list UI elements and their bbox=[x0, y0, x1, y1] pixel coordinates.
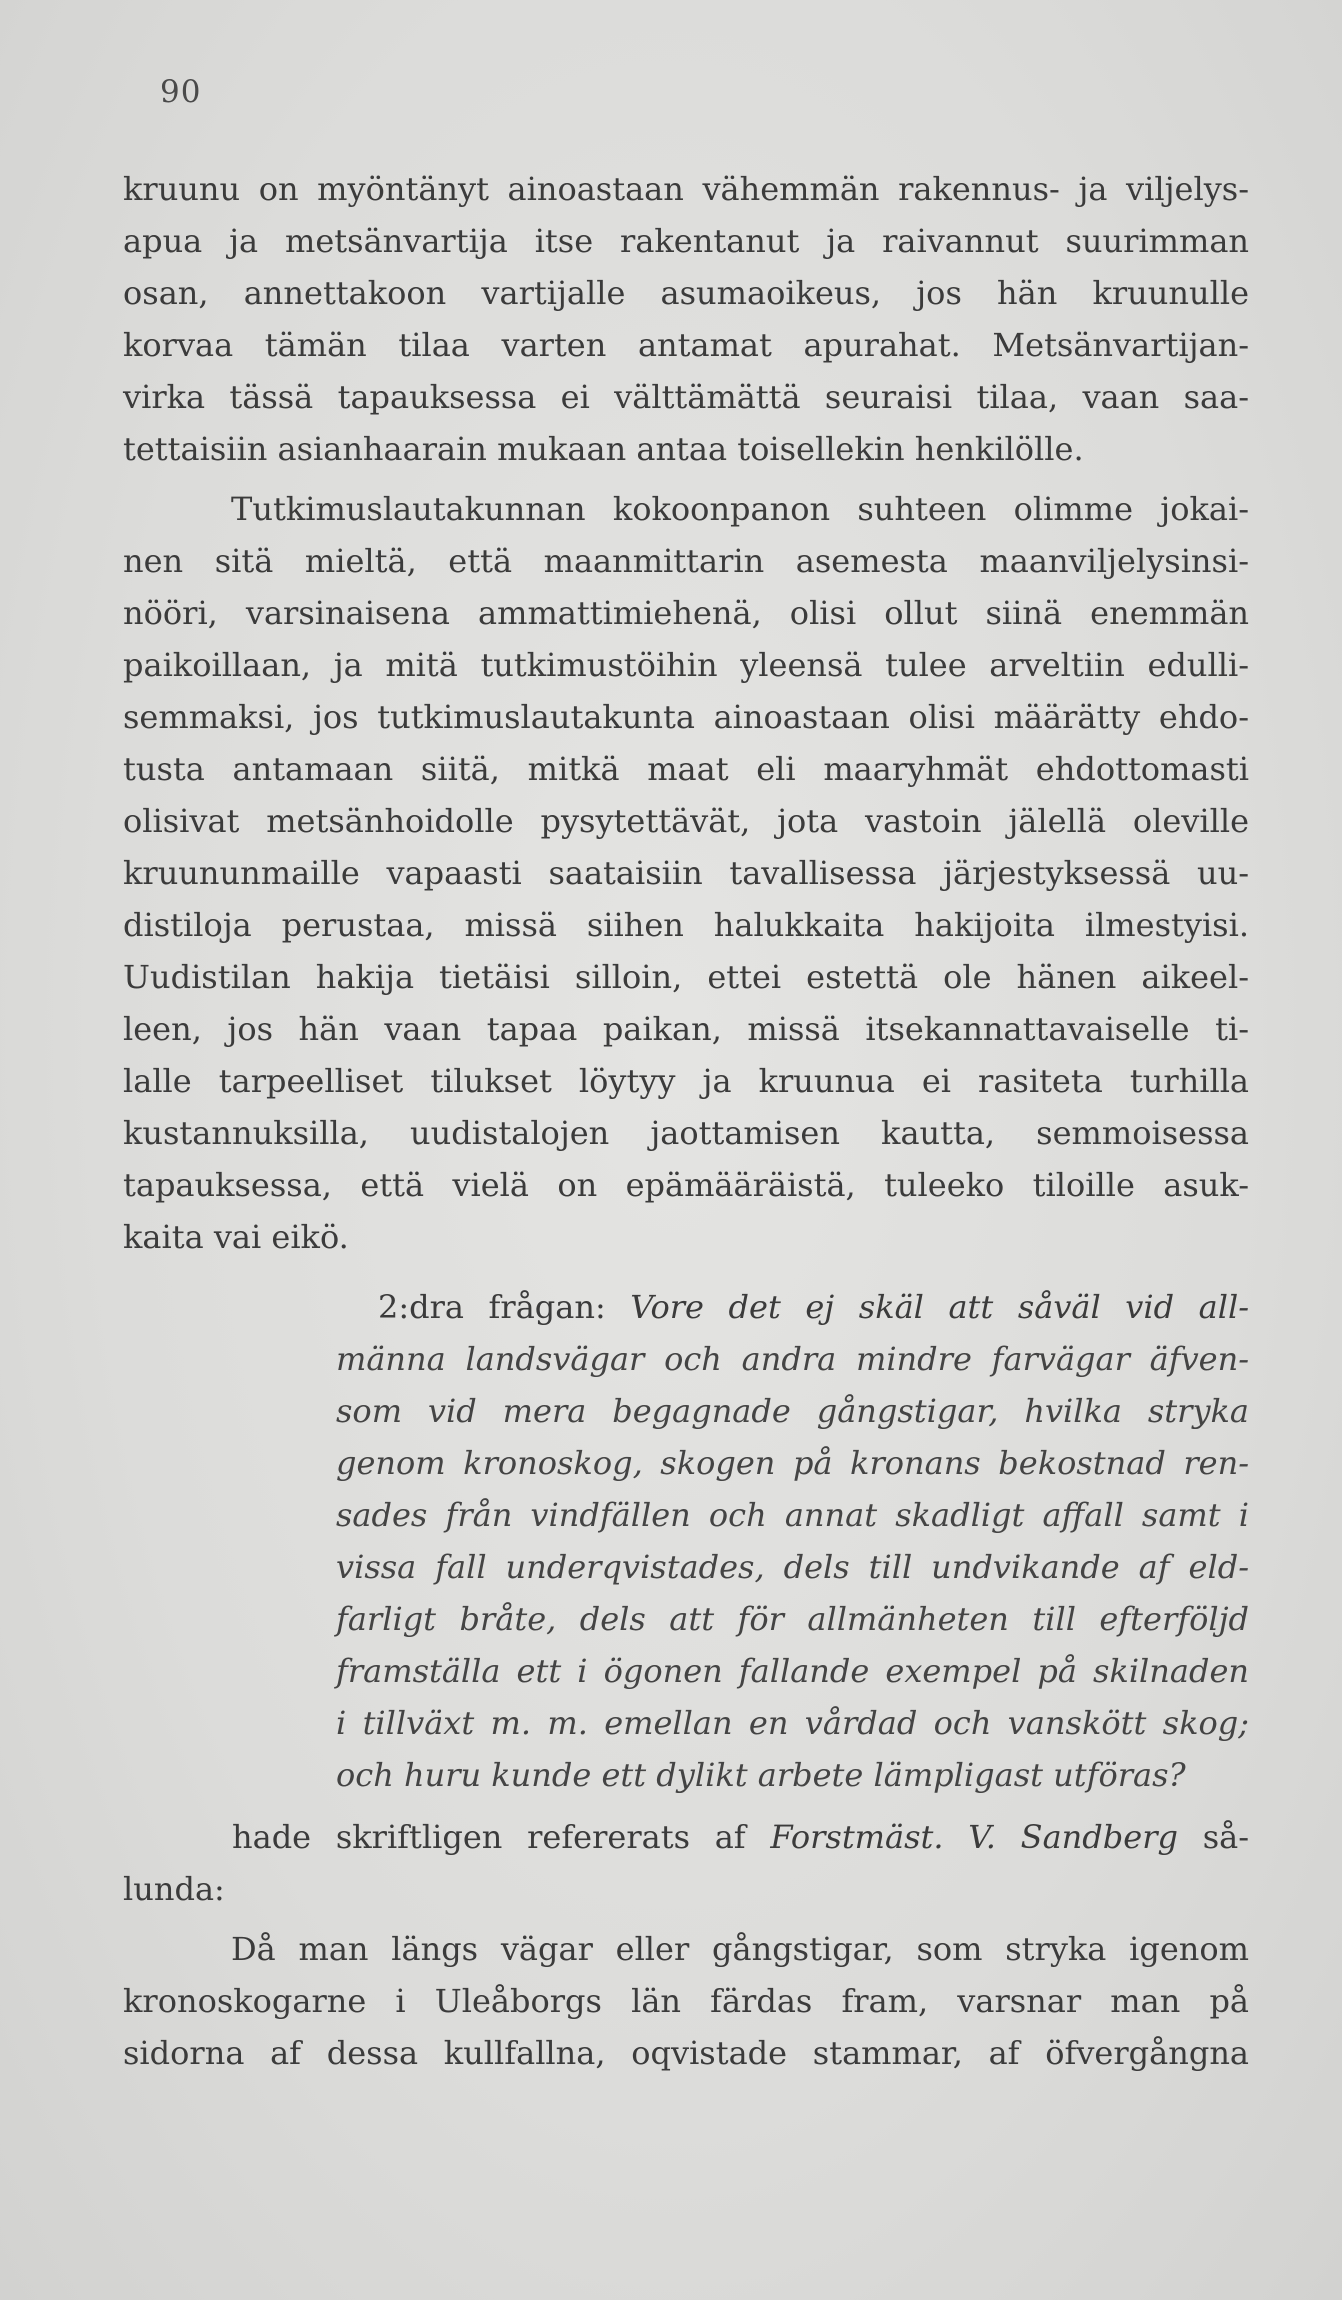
quote-line: männa landsvägar och andra mindre farvägar äfven- bbox=[336, 1340, 1249, 1378]
quote-line: genom kronoskog, skogen på kronans bekostnad ren- bbox=[336, 1444, 1249, 1482]
quote-line: som vid mera begagnade gångstigar, hvilka stryka bbox=[336, 1392, 1249, 1430]
text-line: kronoskogarne i Uleåborgs län färdas fram, varsnar man på bbox=[123, 1982, 1249, 2020]
quote-line: vissa fall underqvistades, dels till undvikande af eld- bbox=[336, 1548, 1249, 1586]
text-line: kruunu on myöntänyt ainoastaan vähemmän rakennus- ja viljelys- bbox=[123, 170, 1249, 208]
page-number: 90 bbox=[160, 74, 202, 110]
text-line: leen, jos hän vaan tapaa paikan, missä itsekannattavaiselle ti- bbox=[123, 1010, 1249, 1048]
text-line: tapauksessa, että vielä on epämääräistä, tuleeko tiloille asuk- bbox=[123, 1166, 1249, 1204]
question-text: Vore det ej skäl att såväl vid all- bbox=[630, 1288, 1250, 1326]
text-line: tettaisiin asianhaarain mukaan antaa toisellekin henkilölle. bbox=[123, 430, 1084, 468]
text-line: apua ja metsänvartija itse rakentanut ja raivannut suurimman bbox=[123, 222, 1249, 260]
text-line: kaita vai eikö. bbox=[123, 1218, 349, 1256]
text-line: semmaksi, jos tutkimuslautakunta ainoastaan olisi määrätty ehdo- bbox=[123, 698, 1249, 736]
text-line: distiloja perustaa, missä siihen halukkaita hakijoita ilmestyisi. bbox=[123, 906, 1249, 944]
quote-line: i tillväxt m. m. emellan en vårdad och vanskött skog; bbox=[336, 1704, 1249, 1742]
text-line: korvaa tämän tilaa varten antamat apurahat. Metsänvartijan- bbox=[123, 326, 1249, 364]
text-line: lunda: bbox=[123, 1870, 225, 1908]
attribution-post: så- bbox=[1177, 1818, 1250, 1856]
text-line: Tutkimuslautakunnan kokoonpanon suhteen olimme jokai- bbox=[231, 490, 1249, 528]
text-line: Då man längs vägar eller gångstigar, som stryka igenom bbox=[231, 1930, 1249, 1968]
question-label: 2:dra frågan: bbox=[378, 1288, 606, 1326]
author-name: Forstmäst. V. Sandberg bbox=[770, 1818, 1178, 1856]
attribution-line bbox=[232, 1811, 1249, 1863]
quote-line: farligt bråte, dels att för allmänheten till efterföljd bbox=[336, 1600, 1249, 1638]
text-line: tusta antamaan siitä, mitkä maat eli maaryhmät ehdottomasti bbox=[123, 750, 1249, 788]
text-line: kruununmaille vapaasti saataisiin tavallisessa järjestyksessä uu- bbox=[123, 854, 1249, 892]
quote-line: och huru kunde ett dylikt arbete lämpligast utföras? bbox=[336, 1756, 1186, 1794]
text-line: sidorna af dessa kullfallna, oqvistade stammar, af öfvergångna bbox=[123, 2034, 1249, 2072]
question-first-line bbox=[378, 1281, 1249, 1333]
text-line: paikoillaan, ja mitä tutkimustöihin yleensä tulee arveltiin edulli- bbox=[123, 646, 1249, 684]
quote-line: framställa ett i ögonen fallande exempel på skilnaden bbox=[336, 1652, 1249, 1690]
attribution-pre: hade skriftligen refererats af bbox=[232, 1818, 771, 1856]
text-line: olisivat metsänhoidolle pysytettävät, jota vastoin jälellä oleville bbox=[123, 802, 1249, 840]
text-line: lalle tarpeelliset tilukset löytyy ja kruunua ei rasiteta turhilla bbox=[123, 1062, 1249, 1100]
text-line: osan, annettakoon vartijalle asumaoikeus, jos hän kruunulle bbox=[123, 274, 1249, 312]
quote-line: sades från vindfällen och annat skadligt affall samt i bbox=[336, 1496, 1249, 1534]
text-line: virka tässä tapauksessa ei välttämättä seuraisi tilaa, vaan saa- bbox=[123, 378, 1249, 416]
text-line: nen sitä mieltä, että maanmittarin asemesta maanviljelysinsi- bbox=[123, 542, 1249, 580]
text-line: Uudistilan hakija tietäisi silloin, ettei estettä ole hänen aikeel- bbox=[123, 958, 1249, 996]
text-line: nööri, varsinaisena ammattimiehenä, olisi ollut siinä enemmän bbox=[123, 594, 1249, 632]
text-line: kustannuksilla, uudistalojen jaottamisen kautta, semmoisessa bbox=[123, 1114, 1249, 1152]
